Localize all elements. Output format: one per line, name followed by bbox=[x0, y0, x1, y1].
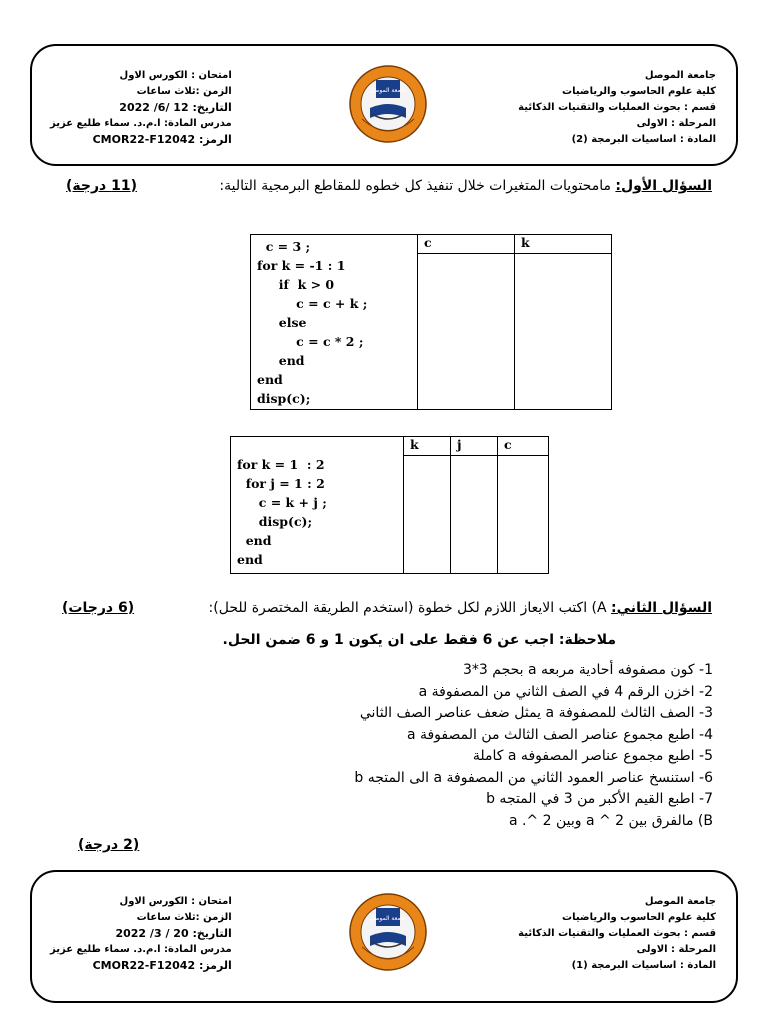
header-right-info bbox=[518, 894, 716, 974]
answer-cell-k[interactable] bbox=[515, 254, 612, 410]
university-name: جامعة الموصل bbox=[644, 896, 716, 907]
question-1-line bbox=[219, 178, 712, 194]
list-item: 4- اطبع مجموع عناصر الصف الثالث من المصفوفة a bbox=[406, 726, 713, 743]
col-header-k: k bbox=[404, 437, 451, 456]
code-cell-1 bbox=[251, 235, 418, 410]
answer-cell-c[interactable] bbox=[498, 456, 549, 574]
question-2-label: السؤال الثاني: bbox=[611, 600, 712, 616]
header-left-info bbox=[50, 894, 232, 974]
question-2-items bbox=[354, 660, 713, 832]
col-header-j: j bbox=[451, 437, 498, 456]
subject: المادة : اساسيات البرمجة (2) bbox=[571, 134, 716, 145]
answer-cell-c[interactable] bbox=[418, 254, 515, 410]
exam-duration: الزمن :ثلاث ساعات bbox=[136, 912, 232, 923]
teacher-name: مدرس المادة: ا.م.د. سماء طليع عزيز bbox=[50, 944, 232, 955]
stage: المرحلة : الاولى bbox=[636, 118, 716, 129]
question-2b-marks: (2 درجة) bbox=[78, 837, 140, 853]
col-header-k: k bbox=[515, 235, 612, 254]
code-snippet-2: for k = 1 : 2 for j = 1 : 2 c = k + j ; disp(c); end end bbox=[237, 457, 327, 567]
svg-text:جامعة الموصل: جامعة الموصل bbox=[369, 87, 407, 94]
list-item: 3- الصف الثالث للمصفوفة a يمثل ضعف عناصر الصف الثاني bbox=[359, 705, 713, 721]
question-2-marks: (6 درجات) bbox=[62, 600, 135, 616]
exam-header-top bbox=[30, 44, 738, 166]
col-header-c: c bbox=[418, 235, 515, 254]
exam-header-bottom bbox=[30, 870, 738, 1003]
college-name: كلية علوم الحاسوب والرياضيات bbox=[562, 912, 716, 923]
question-1-label: السؤال الأول: bbox=[615, 178, 712, 194]
question-2-note: ملاحظة: اجب عن 6 فقط على ان يكون 1 و 6 ضمن الحل. bbox=[222, 632, 616, 648]
list-item: 1- كون مصفوفه أحادية مربعه a بحجم 3*3 bbox=[462, 662, 713, 678]
subject: المادة : اساسيات البرمجة (1) bbox=[571, 960, 716, 971]
answer-cell-j[interactable] bbox=[451, 456, 498, 574]
question-1-text: مامحتويات المتغيرات خلال تنفيذ كل خطوه للمقاطع البرمجية التالية: bbox=[219, 178, 616, 194]
trace-table-1 bbox=[250, 234, 612, 410]
stage: المرحلة : الاولى bbox=[636, 944, 716, 955]
exam-date: التاريخ: 20 / 3/ 2022 bbox=[115, 927, 232, 940]
exam-course: امتحان : الكورس الاول bbox=[119, 70, 232, 81]
department-name: قسم : بحوث العمليات والتقنيات الذكائية bbox=[518, 102, 716, 113]
teacher-name: مدرس المادة: ا.م.د. سماء طليع عزيز bbox=[50, 118, 232, 129]
list-item: 7- اطبع القيم الأكبر من 3 في المتجه b bbox=[486, 791, 713, 807]
trace-table-2 bbox=[230, 436, 549, 574]
university-logo-icon bbox=[348, 892, 428, 972]
exam-duration: الزمن :ثلاث ساعات bbox=[136, 86, 232, 97]
department-name: قسم : بحوث العمليات والتقنيات الذكائية bbox=[518, 928, 716, 939]
exam-date: التاريخ: 12 /6/ 2022 bbox=[119, 101, 232, 114]
question-1-marks: (11 درجة) bbox=[66, 178, 137, 194]
col-header-c: c bbox=[498, 437, 549, 456]
svg-text:جامعة الموصل: جامعة الموصل bbox=[369, 915, 407, 922]
university-logo-icon bbox=[348, 64, 428, 144]
exam-course: امتحان : الكورس الاول bbox=[119, 896, 232, 907]
code-cell-2 bbox=[231, 437, 404, 574]
header-right-info bbox=[518, 68, 716, 148]
university-name: جامعة الموصل bbox=[644, 70, 716, 81]
question-2-line bbox=[209, 600, 712, 616]
code-snippet-1: c = 3 ; for k = -1 : 1 if k > 0 c = c + k ; else c = c * 2 ; end end disp(c); bbox=[257, 239, 368, 406]
question-2-text: A) اكتب الايعاز اللازم لكل خطوة (استخدم الطريقة المختصرة للحل): bbox=[208, 600, 612, 616]
list-item: 5- اطبع مجموع عناصر المصفوفه a كاملة bbox=[472, 748, 713, 764]
header-left-info bbox=[50, 68, 232, 148]
answer-cell-k[interactable] bbox=[404, 456, 451, 574]
list-item: B) مالفرق بين a ^ 2 وبين a .^ 2 bbox=[508, 812, 713, 829]
exam-code: الرمز: CMOR22-F12042 bbox=[92, 133, 232, 146]
list-item: 2- اخزن الرقم 4 في الصف الثاني من المصفوفة a bbox=[418, 683, 713, 700]
exam-code: الرمز: CMOR22-F12042 bbox=[92, 959, 232, 972]
list-item: 6- استنسخ عناصر العمود الثاني من المصفوفة a الى المتجه b bbox=[354, 769, 713, 786]
college-name: كلية علوم الحاسوب والرياضيات bbox=[562, 86, 716, 97]
